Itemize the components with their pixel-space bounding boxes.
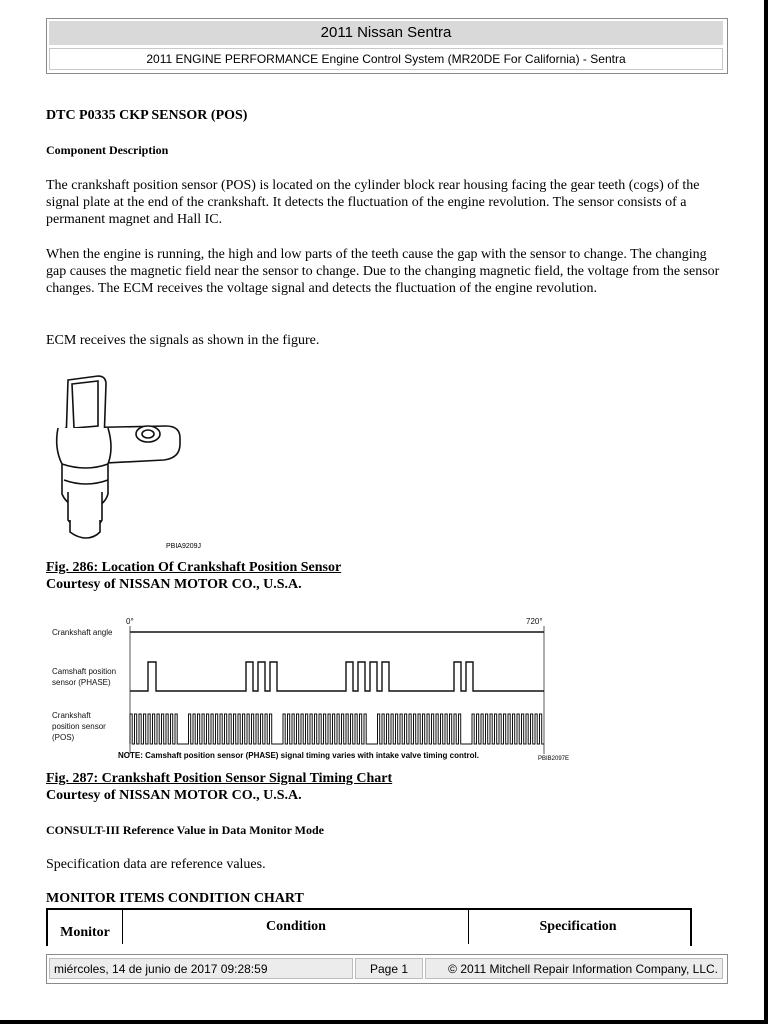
figure-286-image-code: PBIA9209J — [166, 543, 202, 550]
figure-287-title: Fig. 287: Crankshaft Position Sensor Signal Timing Chart — [46, 771, 393, 786]
crankshaft-label-line1: Crankshaft — [52, 711, 91, 720]
angle-end-label: 720° — [526, 617, 543, 626]
dtc-heading: DTC P0335 CKP SENSOR (POS) — [46, 108, 248, 123]
vehicle-title: 2011 Nissan Sentra — [49, 21, 723, 45]
figure-287-courtesy: Courtesy of NISSAN MOTOR CO., U.S.A. — [46, 788, 302, 803]
document-header — [46, 18, 728, 74]
column-header-monitor: Monitor — [48, 910, 123, 944]
figure-287-image-code: PBIB2097E — [538, 756, 570, 762]
crankshaft-angle-label: Crankshaft angle — [52, 628, 113, 637]
document-footer — [46, 954, 728, 984]
footer-copyright: © 2011 Mitchell Repair Information Company, LLC. — [425, 958, 723, 979]
crankshaft-sensor-illustration — [46, 368, 246, 552]
timing-note: NOTE: Camshaft position sensor (PHASE) signal timing varies with intake valve timing control. — [118, 751, 479, 760]
camshaft-signal-trace — [130, 662, 544, 691]
figure-286-title: Fig. 286: Location Of Crankshaft Position Sensor — [46, 560, 342, 575]
column-header-condition: Condition — [124, 910, 469, 944]
footer-page: Page 1 — [355, 958, 423, 979]
paragraph-ecm-signals: ECM receives the signals as shown in the figure. — [46, 333, 320, 348]
paragraph-sensor-location: The crankshaft position sensor (POS) is located on the cylinder block rear housing facing the gear teeth (cogs) of the signal plate at the end of the crankshaft. It detects the fluctuation of the engine revolution. The sensor consists of a permanent magnet and Hall IC. — [46, 178, 700, 227]
camshaft-label-line2: sensor (PHASE) — [52, 678, 111, 687]
camshaft-label-line1: Camshaft position — [52, 667, 117, 676]
monitor-items-table — [46, 908, 692, 946]
signal-timing-chart — [46, 614, 572, 764]
figure-286-courtesy: Courtesy of NISSAN MOTOR CO., U.S.A. — [46, 577, 302, 592]
crankshaft-label-line3: (POS) — [52, 733, 75, 742]
angle-start-label: 0° — [126, 617, 134, 626]
figure-286-caption — [46, 559, 341, 593]
crankshaft-label-line2: position sensor — [52, 722, 106, 731]
spec-reference-text: Specification data are reference values. — [46, 857, 266, 872]
footer-date: miércoles, 14 de junio de 2017 09:28:59 — [49, 958, 353, 979]
component-description-heading: Component Description — [46, 143, 169, 157]
monitor-chart-heading: MONITOR ITEMS CONDITION CHART — [46, 891, 304, 906]
paragraph-engine-running: When the engine is running, the high and low parts of the teeth cause the gap with the sensor to change. The changing gap causes the magnetic field near the sensor to change. Due to the changing magnetic field, the voltage from the sensor changes. The ECM receives the voltage signal and detects the fluctuation of the engine revolution. — [46, 247, 720, 296]
section-subtitle: 2011 ENGINE PERFORMANCE Engine Control System (MR20DE For California) - Sentra — [49, 48, 723, 70]
column-header-specification: Specification — [539, 919, 617, 934]
crankshaft-signal-trace — [130, 714, 544, 744]
consult-heading: CONSULT-III Reference Value in Data Monitor Mode — [46, 823, 325, 837]
figure-287-caption — [46, 770, 392, 804]
